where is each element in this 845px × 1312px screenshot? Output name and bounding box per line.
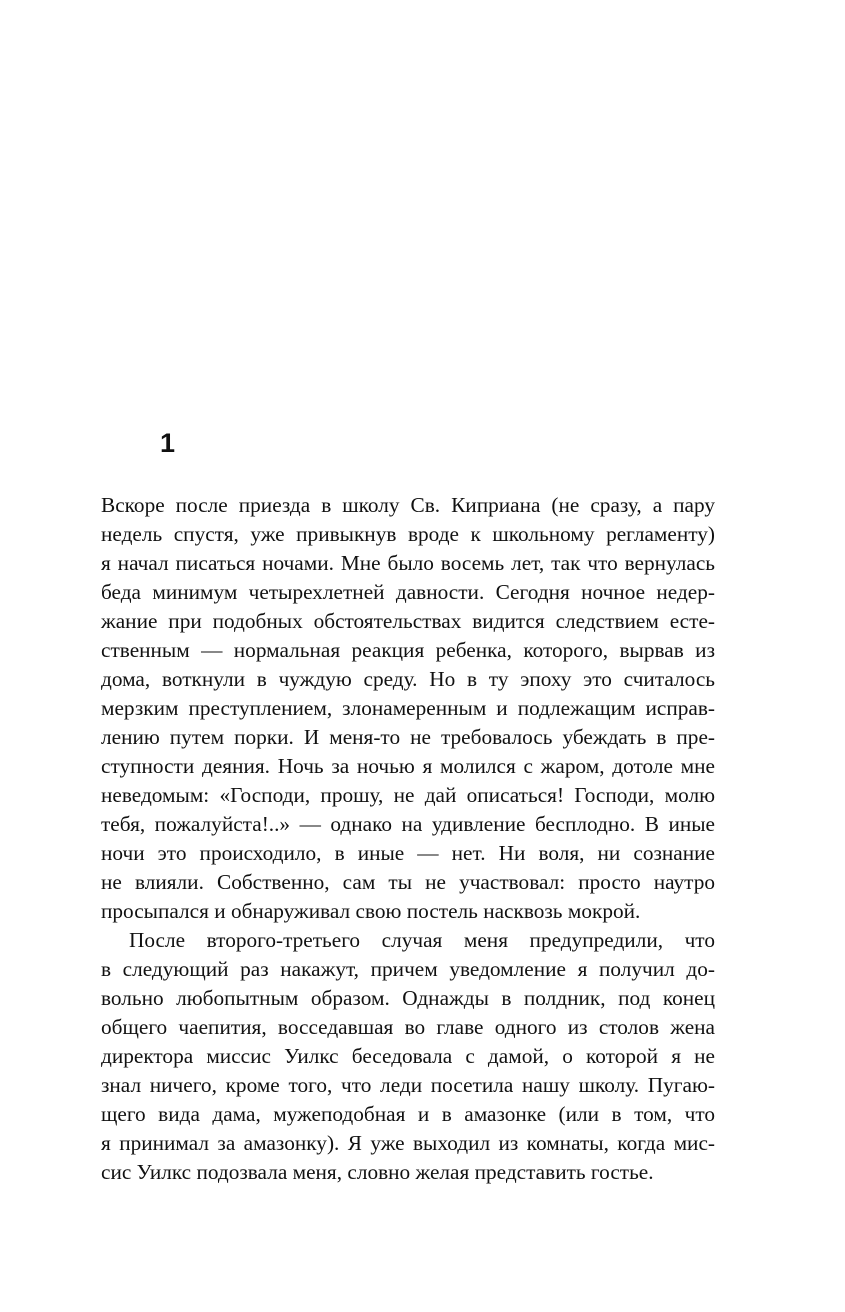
text-line: щего вида дама, мужеподобная и в амазонке (или в том, что bbox=[101, 1102, 715, 1126]
text-line: мерзким преступлением, злонамеренным и подлежащим исправ- bbox=[101, 696, 715, 720]
text-line: Вскоре после приезда в школу Св. Киприана (не сразу, а пару bbox=[101, 493, 715, 517]
text-line: ступности деяния. Ночь за ночью я молился с жаром, дотоле мне bbox=[101, 754, 715, 778]
text-line: в следующий раз накажут, причем уведомление я получил до- bbox=[101, 957, 715, 981]
text-line: общего чаепития, восседавшая во главе одного из столов жена bbox=[101, 1015, 715, 1039]
text-line: директора миссис Уилкс беседовала с дамой, о которой я не bbox=[101, 1044, 715, 1068]
text-line: дома, воткнули в чуждую среду. Но в ту эпоху это считалось bbox=[101, 667, 715, 691]
text-line: После второго-третьего случая меня предупредили, что bbox=[129, 928, 715, 952]
text-line: вольно любопытным образом. Однажды в полдник, под конец bbox=[101, 986, 715, 1010]
text-line: я начал писаться ночами. Мне было восемь лет, так что вернулась bbox=[101, 551, 715, 575]
text-line: недель спустя, уже привыкнув вроде к школьному регламенту) bbox=[101, 522, 715, 546]
body-text bbox=[101, 491, 715, 1187]
paragraph bbox=[101, 491, 715, 926]
text-line: тебя, пожалуйста!..» — однако на удивление бесплодно. В иные bbox=[101, 812, 715, 836]
text-line: жание при подобных обстоятельствах видится следствием есте- bbox=[101, 609, 715, 633]
text-line: не влияли. Собственно, сам ты не участвовал: просто наутро bbox=[101, 870, 715, 894]
text-line: лению путем порки. И меня-то не требовалось убеждать в пре- bbox=[101, 725, 715, 749]
text-line: ночи это происходило, в иные — нет. Ни воля, ни сознание bbox=[101, 841, 715, 865]
paragraph bbox=[101, 926, 715, 1187]
text-line: беда минимум четырехлетней давности. Сегодня ночное недер- bbox=[101, 580, 715, 604]
chapter-number: 1 bbox=[160, 428, 176, 458]
text-line: сис Уилкс подозвала меня, словно желая представить гостье. bbox=[101, 1160, 654, 1184]
text-line: неведомым: «Господи, прошу, не дай описаться! Господи, молю bbox=[101, 783, 715, 807]
text-line: я принимал за амазонку). Я уже выходил из комнаты, когда мис- bbox=[101, 1131, 715, 1155]
text-line: ственным — нормальная реакция ребенка, которого, вырвав из bbox=[101, 638, 715, 662]
text-line: знал ничего, кроме того, что леди посетила нашу школу. Пугаю- bbox=[101, 1073, 715, 1097]
text-line: просыпался и обнаруживал свою постель насквозь мокрой. bbox=[101, 899, 641, 923]
